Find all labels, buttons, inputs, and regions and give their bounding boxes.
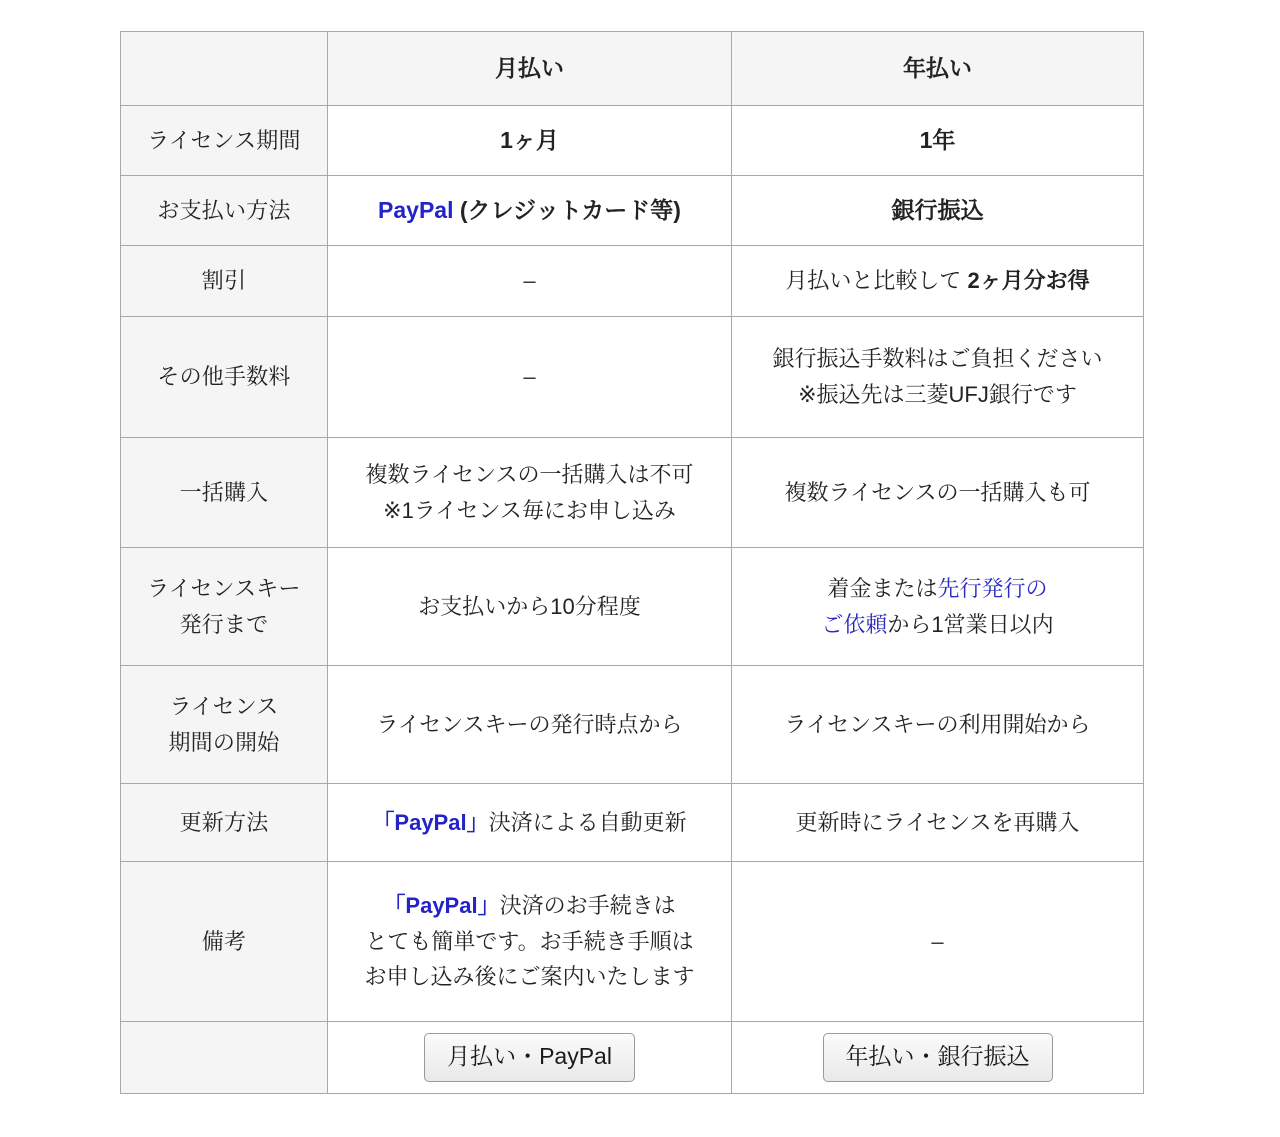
table-row-bulk-purchase [121, 438, 1144, 548]
table-row-license-period [121, 106, 1144, 176]
advance-issue-link-part-1[interactable]: 先行発行の [937, 575, 1048, 601]
period-start-label-line-1: ライセンス [169, 693, 279, 719]
table-row-discount [121, 246, 1144, 317]
payment-method-monthly-note: (クレジットカード等) [453, 196, 681, 223]
cell-renewal-method-monthly [328, 784, 732, 862]
cell-payment-method-yearly [732, 176, 1144, 246]
advance-issue-link-part-2[interactable]: ご依頼 [821, 611, 888, 637]
pricing-table-wrapper [120, 31, 1143, 1094]
cell-bulk-purchase-monthly [328, 438, 732, 548]
table-row-key-issuance [121, 548, 1144, 666]
key-issuance-yearly-lines [742, 571, 1133, 642]
other-fees-yearly-lines [742, 341, 1133, 412]
bulk-purchase-monthly-line-1: 複数ライセンスの一括購入は不可 [365, 461, 694, 487]
table-row-period-start [121, 666, 1144, 784]
cell-other-fees-yearly [732, 317, 1144, 438]
cell-remarks-yearly [732, 862, 1144, 1022]
cell-period-start-monthly: ライセンスキーの発行時点から [328, 666, 732, 784]
cell-payment-method-monthly [328, 176, 732, 246]
key-issuance-yearly-suffix: から1営業日以内 [887, 611, 1054, 637]
period-start-label-line-2: 期間の開始 [168, 729, 280, 755]
row-label-other-fees: その他手数料 [121, 317, 328, 438]
other-fees-monthly-dash: – [523, 364, 536, 390]
row-label-key-issuance [121, 548, 328, 666]
monthly-paypal-button[interactable]: 月払い・PayPal [424, 1033, 635, 1082]
cell-other-fees-monthly [328, 317, 732, 438]
remarks-yearly-dash: – [931, 928, 944, 954]
actions-label-cell [121, 1022, 328, 1094]
remarks-monthly-line-1-rest: 決済のお手続きは [499, 893, 676, 919]
remarks-monthly-line-1 [338, 888, 721, 924]
table-row-actions [121, 1022, 1144, 1094]
header-monthly: 月払い [328, 32, 732, 106]
remarks-monthly-line-2: とても簡単です。お手続き手順は [365, 928, 694, 954]
discount-monthly-dash: – [523, 268, 536, 294]
cell-period-start-yearly: ライセンスキーの利用開始から [732, 666, 1144, 784]
cell-actions-yearly [732, 1022, 1144, 1094]
paypal-bracket-text-remarks: 「PayPal」 [383, 893, 500, 919]
bulk-purchase-monthly-lines [338, 457, 721, 528]
payment-method-yearly-text: 銀行振込 [891, 196, 984, 223]
other-fees-yearly-line-2: ※振込先は三菱UFJ銀行です [798, 382, 1077, 407]
cell-discount-monthly [328, 246, 732, 317]
table-row-remarks [121, 862, 1144, 1022]
row-label-remarks: 備考 [121, 862, 328, 1022]
renewal-method-monthly-rest: 決済による自動更新 [488, 809, 687, 835]
period-start-label-lines [131, 689, 317, 760]
cell-remarks-monthly [328, 862, 732, 1022]
key-issuance-label-lines [131, 571, 317, 642]
row-label-renewal-method: 更新方法 [121, 784, 328, 862]
header-yearly: 年払い [732, 32, 1144, 106]
discount-yearly-highlight: 2ヶ月分お得 [967, 268, 1090, 294]
table-row-payment-method [121, 176, 1144, 246]
table-header-row [121, 32, 1144, 106]
paypal-bracket-text-renewal: 「PayPal」 [372, 809, 489, 835]
other-fees-yearly-line-1: 銀行振込手数料はご負担ください [772, 346, 1103, 372]
row-label-period-start [121, 666, 328, 784]
key-issuance-yearly-line-2 [742, 607, 1133, 643]
remarks-monthly-line-3: お申し込み後にご案内いたします [364, 964, 695, 990]
yearly-bank-transfer-button[interactable]: 年払い・銀行振込 [823, 1033, 1053, 1082]
key-issuance-label-line-1: ライセンスキー [147, 575, 301, 601]
cell-license-period-monthly: 1ヶ月 [328, 106, 732, 176]
row-label-bulk-purchase: 一括購入 [121, 438, 328, 548]
table-row-other-fees [121, 317, 1144, 438]
row-label-discount: 割引 [121, 246, 328, 317]
cell-renewal-method-yearly: 更新時にライセンスを再購入 [732, 784, 1144, 862]
row-label-license-period: ライセンス期間 [121, 106, 328, 176]
cell-discount-yearly [732, 246, 1144, 317]
key-issuance-yearly-line-1 [742, 571, 1133, 607]
key-issuance-yearly-prefix: 着金または [827, 575, 938, 601]
cell-actions-monthly [328, 1022, 732, 1094]
cell-key-issuance-monthly: お支払いから10分程度 [328, 548, 732, 666]
table-row-renewal-method [121, 784, 1144, 862]
header-corner-cell [121, 32, 328, 106]
plan-comparison-table [120, 31, 1144, 1094]
discount-yearly-prefix: 月払いと比較して [785, 268, 968, 294]
bulk-purchase-monthly-line-2: ※1ライセンス毎にお申し込み [383, 497, 676, 523]
paypal-brand-text: PayPal [378, 196, 454, 223]
remarks-monthly-lines [338, 888, 721, 995]
key-issuance-label-line-2: 発行まで [179, 611, 269, 637]
cell-key-issuance-yearly [732, 548, 1144, 666]
cell-license-period-yearly: 1年 [732, 106, 1144, 176]
cell-bulk-purchase-yearly: 複数ライセンスの一括購入も可 [732, 438, 1144, 548]
row-label-payment-method: お支払い方法 [121, 176, 328, 246]
